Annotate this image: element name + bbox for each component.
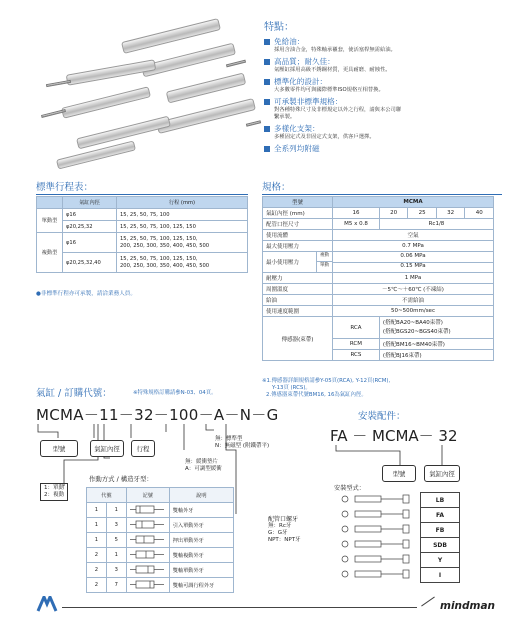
mount-row	[334, 508, 460, 523]
footer-rule	[62, 607, 417, 608]
actuation-table	[86, 487, 234, 593]
spec-medium: 空氣	[333, 230, 494, 241]
spec-minp-value: 0.15 MPa	[400, 262, 426, 269]
act-code-b: 3	[106, 563, 126, 578]
actuation-row	[87, 503, 234, 518]
accessory-box-model: 型號	[382, 465, 416, 482]
stroke-head-type	[37, 197, 63, 209]
spec-bore-label: 氣缸內徑 (mm)	[263, 208, 333, 219]
spec-medium-label: 使用流體	[263, 230, 333, 241]
accessory-code: FA － MCMA－ 32	[330, 427, 458, 445]
spec-model-label: 型號	[263, 197, 333, 208]
feature-heading	[264, 96, 504, 107]
spec-minp-value: 0.06 MPa	[333, 253, 493, 263]
act-code-a: 2	[87, 548, 107, 563]
stroke-note: ●非標準行程亦可承製，請洽業務人員。	[36, 291, 136, 297]
stroke-line: 15, 25, 50, 75, 100, 125, 150,	[120, 235, 198, 242]
stroke-values	[117, 233, 248, 253]
spec-minp-label-text: 最小使用壓力	[266, 260, 300, 266]
bullet-square-icon	[264, 39, 270, 45]
mount-drawing-icon	[334, 568, 421, 583]
spec-bore: 25	[408, 208, 437, 219]
spec-note-line: 2.傳感器束帶代號BM16, 16為氣缸內徑。	[266, 392, 367, 398]
actuation-row	[87, 563, 234, 578]
code-cushion-line: 無：緩衝墊片	[185, 459, 219, 465]
feature-body: 大多數零件均可與國際標準ISO規格互相替換。	[274, 87, 384, 93]
spec-sensor-line: (搭配BM16~BM40束帶)	[379, 339, 493, 350]
mount-code: I	[421, 568, 460, 583]
mount-row	[334, 538, 460, 553]
feature-heading	[264, 36, 504, 47]
stroke-type: 複動型	[37, 233, 63, 273]
spec-model: MCMA	[333, 197, 494, 208]
spec-sensor-label: 傳感器(束帶)	[263, 317, 333, 361]
footer-brand-slash	[421, 597, 435, 607]
act-code-b: 1	[106, 548, 126, 563]
spec-proof: 1 MPa	[333, 273, 494, 284]
act-code-a: 1	[87, 533, 107, 548]
mount-drawing-icon	[334, 538, 421, 553]
act-desc: 雙軸可調行程外牙	[169, 578, 233, 593]
stroke-head-stroke: 行程 (mm)	[117, 197, 248, 209]
bullet-square-icon	[264, 79, 270, 85]
spec-temp-label: 周圍溫度	[263, 284, 333, 295]
act-symbol-icon	[126, 563, 169, 578]
spec-sensor-line: (搭配BGS20~BGS40束帶)	[382, 328, 451, 335]
act-head-symbol: 記號	[126, 488, 169, 503]
spec-speed-label: 使用速度範圍	[263, 306, 333, 317]
order-code-model: MCMA－11－32－100－A－N－G	[36, 406, 279, 424]
code-port-label: 配管口螺牙	[268, 516, 299, 523]
spec-minp	[333, 252, 494, 273]
code-cushion-line: A：可調型緩衝	[185, 466, 222, 472]
spec-maxp: 0.7 MPa	[333, 241, 494, 252]
stroke-line: 200, 250, 300, 350, 400, 450, 500	[120, 242, 210, 249]
act-symbol-icon	[126, 518, 169, 533]
feature-heading	[264, 76, 504, 87]
bullet-square-icon	[264, 59, 270, 65]
actuation-row	[87, 533, 234, 548]
stroke-values	[117, 253, 248, 273]
code-magnet-line: N：無磁型 (附鐵帶平)	[215, 443, 270, 449]
act-symbol-icon	[126, 503, 169, 518]
act-desc: 雙軸單動外牙	[169, 563, 233, 578]
code-port-opt: G：G牙	[268, 530, 288, 536]
code-port-opt: 無：Rc牙	[268, 523, 292, 529]
stroke-table	[36, 196, 248, 273]
mount-row	[334, 523, 460, 538]
feature-body: 繫承製。	[274, 114, 296, 120]
code-box-bore: 氣缸內徑	[90, 440, 124, 457]
spec-speed: 50~500mm/sec	[333, 306, 494, 317]
stroke-bore: φ20,25,32	[63, 221, 117, 233]
spec-sensor-code: RCM	[333, 339, 380, 350]
mount-table	[334, 492, 460, 583]
footer-logo	[36, 596, 58, 612]
mount-code: SDB	[421, 538, 460, 553]
spec-thread-a: M5 x 0.8	[333, 219, 380, 230]
act-desc: 雙軸外牙	[169, 503, 233, 518]
spec-notes	[262, 378, 390, 399]
spec-sensor-line: (搭配BA20~BA40束帶)	[382, 319, 443, 326]
spec-bore: 32	[436, 208, 465, 219]
feature-heading-text: 多樣化支架：	[274, 124, 320, 133]
features-section	[264, 18, 504, 156]
spec-lube-label: 給油	[263, 295, 333, 306]
act-code-a: 2	[87, 578, 107, 593]
bullet-square-icon	[264, 99, 270, 105]
spec-table	[262, 196, 494, 361]
act-code-a: 1	[87, 518, 107, 533]
actuation-row	[87, 578, 234, 593]
act-desc: 引入單動外牙	[169, 518, 233, 533]
stroke-head-bore: 氣缸內徑	[63, 197, 117, 209]
act-head-desc: 說明	[169, 488, 233, 503]
mount-code: FA	[421, 508, 460, 523]
act-desc: 押出單動外牙	[169, 533, 233, 548]
spec-bore: 40	[465, 208, 494, 219]
act-symbol-icon	[126, 533, 169, 548]
spec-minp-type: 單動	[320, 263, 329, 268]
act-code-b: 5	[106, 533, 126, 548]
code-actuation-label: 作動方式 / 構造牙型：	[89, 475, 153, 483]
spec-bore: 20	[379, 208, 408, 219]
spec-sensor-line: (搭配BJ16束帶)	[379, 350, 493, 361]
feature-heading-text: 全系列均附磁	[274, 144, 320, 153]
spec-note-line: ※1.傳感器詳細規格請參Y-05頁(RCA), Y-12頁(RCM),	[262, 378, 391, 384]
feature-heading	[264, 123, 504, 134]
stroke-type: 單動型	[37, 209, 63, 233]
product-photo	[36, 22, 261, 172]
spec-proof-label: 耐壓力	[263, 273, 333, 284]
stroke-bore: φ20,25,32,40	[63, 253, 117, 273]
code-act-type-line: 2：複動	[44, 492, 64, 498]
feature-body: 多種固定式及非固定式支架，供客戶選擇。	[274, 134, 375, 140]
spec-table-title: 規格：	[262, 179, 502, 195]
code-cushion	[185, 459, 222, 473]
act-code-b: 1	[106, 503, 126, 518]
bullet-square-icon	[264, 146, 270, 152]
feature-heading	[264, 143, 504, 154]
spec-lube: 不需給油	[333, 295, 494, 306]
stroke-line: 15, 25, 50, 75, 100, 125, 150,	[120, 255, 198, 262]
act-code-a: 1	[87, 503, 107, 518]
code-port	[268, 516, 301, 544]
code-act-type-line: 1：單動	[44, 485, 64, 491]
order-code-title: 氣缸 / 訂購代號：	[36, 388, 112, 399]
code-box-model: 型號	[40, 440, 78, 457]
feature-body: 氣壓缸採用高級不銹鋼材質，更具耐磨、耐蝕性。	[274, 67, 391, 73]
code-act-type	[40, 483, 68, 501]
accessory-mount-label: 安裝型式：	[334, 485, 365, 492]
mount-drawing-icon	[334, 553, 421, 568]
mount-drawing-icon	[334, 493, 421, 508]
mount-row	[334, 568, 460, 583]
act-symbol-icon	[126, 548, 169, 563]
stroke-values: 15, 25, 50, 75, 100	[117, 209, 248, 221]
mount-code: FB	[421, 523, 460, 538]
spec-minp-type: 複動	[317, 252, 332, 262]
feature-body: 採用含油合金，特殊軸承襯套，使活塞桿無需給油。	[274, 47, 396, 53]
mount-drawing-icon	[334, 508, 421, 523]
mount-row	[334, 553, 460, 568]
spec-thread-b: Rc1/8	[379, 219, 493, 230]
feature-heading-text: 可承製非標準規格：	[274, 97, 343, 106]
act-desc: 雙軸複動外牙	[169, 548, 233, 563]
spec-thread-label: 配管口徑尺寸	[263, 219, 333, 230]
feature-heading	[264, 56, 504, 67]
act-symbol-icon	[126, 578, 169, 593]
act-code-a: 2	[87, 563, 107, 578]
actuation-row	[87, 518, 234, 533]
order-code-note: ※特殊規格訂購請參N-03、04頁。	[133, 390, 217, 396]
code-magnet	[215, 436, 269, 450]
stroke-values: 15, 25, 50, 75, 100, 125, 150	[117, 221, 248, 233]
spec-sensor-code: RCA	[333, 317, 380, 339]
feature-heading-text: 標準化的設計：	[274, 77, 328, 86]
mount-code: LB	[421, 493, 460, 508]
bullet-square-icon	[264, 126, 270, 132]
features-title: 特點：	[264, 22, 294, 33]
feature-heading-text: 免給油：	[274, 37, 305, 46]
code-magnet-line: 無：標準型	[215, 436, 243, 442]
footer-brand: mindman	[440, 600, 496, 612]
accessory-box-bore: 氣缸內徑	[424, 465, 460, 482]
act-head-code: 代號	[87, 488, 127, 503]
code-box-stroke: 行程	[131, 440, 155, 457]
spec-maxp-label: 最大使用壓力	[263, 241, 333, 252]
feature-heading-text: 高品質；耐久佳：	[274, 57, 335, 66]
act-code-b: 7	[106, 578, 126, 593]
spec-temp: －5℃～＋60℃ (不凍結)	[333, 284, 494, 295]
stroke-table-title: 標準行程表：	[36, 179, 248, 195]
mount-row	[334, 493, 460, 508]
mount-code: Y	[421, 553, 460, 568]
spec-note-line: Y-13頁 (RCS)。	[272, 385, 311, 391]
spec-minp-label	[263, 252, 333, 273]
stroke-line: 200, 250, 300, 350, 400, 450, 500	[120, 262, 210, 269]
spec-sensor-code: RCS	[333, 350, 380, 361]
feature-body: 對各種特殊尺寸及非標規定以外之行程，請與本公司聯	[274, 107, 402, 113]
accessory-title: 安裝配件：	[358, 411, 406, 422]
stroke-bore: φ16	[63, 233, 117, 253]
mount-drawing-icon	[334, 523, 421, 538]
spec-sensor-desc	[379, 317, 493, 339]
actuation-row	[87, 548, 234, 563]
code-port-opt: NPT：NPT牙	[268, 537, 301, 543]
stroke-bore: φ16	[63, 209, 117, 221]
spec-bore: 16	[333, 208, 380, 219]
act-code-b: 3	[106, 518, 126, 533]
